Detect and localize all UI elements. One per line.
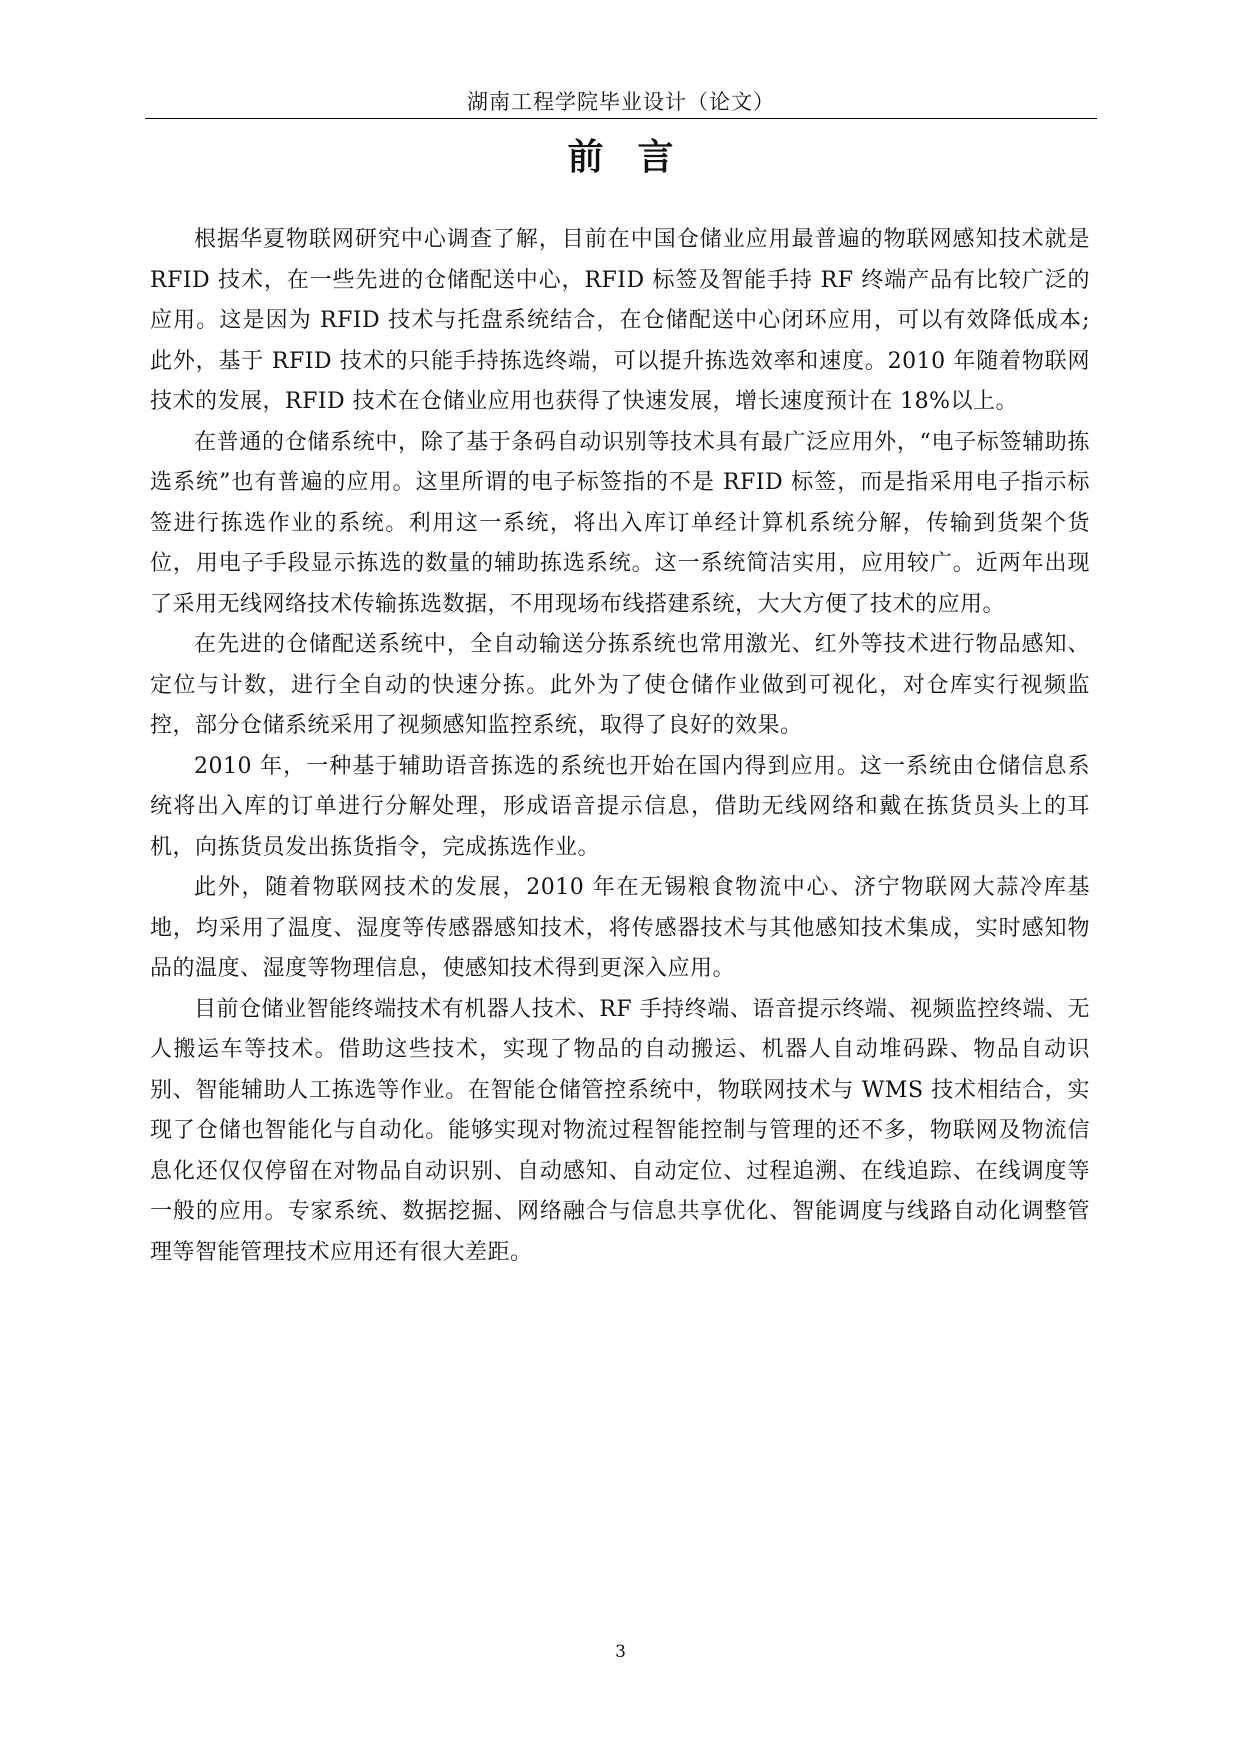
paragraph-2: 在普通的仓储系统中，除了基于条码自动识别等技术具有最广泛应用外，“电子标签辅助拣选系统”也有普遍的应用。这里所谓的电子标签指的不是 RFID 标签，而是指采用电子指示标签进行拣选作业的系统。利用这一系统，将出入库订单经计算机系统分解，传输到货架个货位，用电子手段显示拣选的数量的辅助拣选系统。这一系统简洁实用，应用较广。近两年出现了采用无线网络技术传输拣选数据，不用现场布线搭建系统，大大方便了技术的应用。 [150,429,1090,617]
page-number: 3 [615,1642,626,1662]
page-title: 前言 [567,136,708,178]
body-text [150,220,1090,1273]
paragraph-1: 根据华夏物联网研究中心调查了解，目前在中国仓储业应用最普遍的物联网感知技术就是 RFID 技术，在一些先进的仓储配送中心，RFID 标签及智能手持 RF 终端产品有比较广泛的应用。这是因为 RFID 技术与托盘系统结合，在仓储配送中心闭环应用，可以有效降低成本; 此外，基于 RFID 技术的只能手持拣选终端，可以提升拣选效率和速度。2010 年随着物联网技术的发展，RFID 技术在仓储业应用也获得了快速发展，增长速度预计在 18%以上。 [150,227,1090,414]
paragraph-3: 在先进的仓储配送系统中，全自动输送分拣系统也常用激光、红外等技术进行物品感知、定位与计数，进行全自动的快速分拣。此外为了使仓储作业做到可视化，对仓库实行视频监控，部分仓储系统采用了视频感知监控系统，取得了良好的效果。 [150,632,1090,738]
page-header: 湖南工程学院毕业设计（论文） [145,86,1097,119]
paragraph-5: 此外，随着物联网技术的发展，2010 年在无锡粮食物流中心、济宁物联网大蒜冷库基地，均采用了温度、湿度等传感器感知技术，将传感器技术与其他感知技术集成，实时感知物品的温度、湿度等物理信息，使感知技术得到更深入应用。 [150,875,1090,981]
paragraph-4: 2010 年，一种基于辅助语音拣选的系统也开始在国内得到应用。这一系统由仓储信息系统将出入库的订单进行分解处理，形成语音提示信息，借助无线网络和戴在拣货员头上的耳机，向拣货员发出拣货指令，完成拣选作业。 [150,753,1090,860]
paragraph-6: 目前仓储业智能终端技术有机器人技术、RF 手持终端、语音提示终端、视频监控终端、无人搬运车等技术。借助这些技术，实现了物品的自动搬运、机器人自动堆码跺、物品自动识别、智能辅助人工拣选等作业。在智能仓储管控系统中，物联网技术与 WMS 技术相结合，实现了仓储也智能化与自动化。能够实现对物流过程智能控制与管理的还不多，物联网及物流信息化还仅仅停留在对物品自动识别、自动感知、自动定位、过程追溯、在线追踪、在线调度等一般的应用。专家系统、数据挖掘、网络融合与信息共享优化、智能调度与线路自动化调整管理等智能管理技术应用还有很大差距。 [150,996,1090,1265]
